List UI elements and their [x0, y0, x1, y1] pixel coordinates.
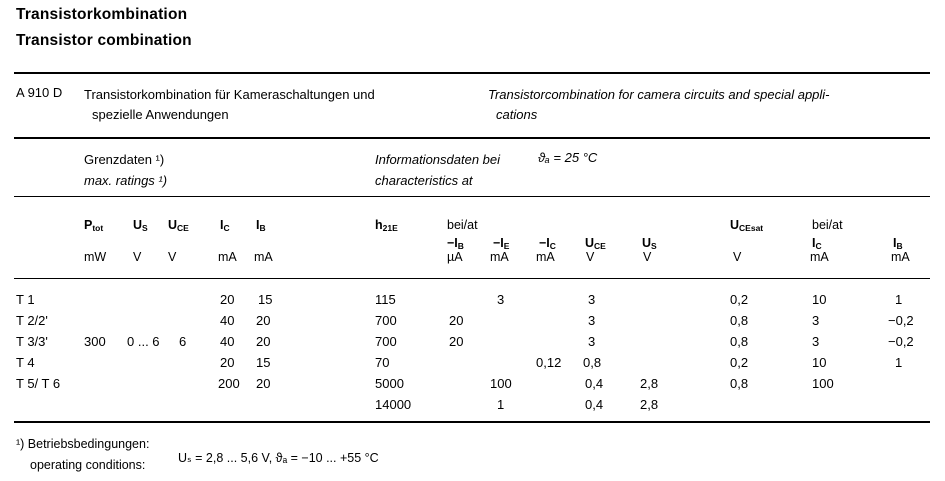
unit-ic-sat: mA [810, 250, 829, 264]
unit-ptot: mW [84, 250, 107, 264]
unit-ib-limit: mA [254, 250, 273, 264]
unit-ib-sat: mA [891, 250, 910, 264]
divider-under-description [14, 137, 930, 139]
table-cell-ib-sat: −0,2 [888, 313, 914, 328]
header-minus-ib: $-I_B$ [447, 236, 464, 251]
device-description-en-line1: Transistorcombination for camera circuits and special appli- [488, 87, 830, 102]
device-description-de-line1: Transistorkombination für Kameraschaltungen und [84, 87, 375, 102]
header-us-info: $U_S$ [642, 236, 657, 251]
header-ic-sat: $I_C$ [812, 236, 822, 251]
section-limits-heading [84, 150, 167, 192]
divider-above-footnote [14, 421, 930, 423]
table-cell-h21e: 5000 [375, 376, 404, 391]
divider-top [14, 72, 930, 74]
table-cell-uce-info: 0,8 [583, 355, 602, 370]
table-cell-ib-limit: 20 [256, 313, 271, 328]
header-bei-at-sat: bei/at [812, 218, 843, 232]
page-title-en: Transistor combination [16, 32, 192, 49]
table-cell-ic-limit: 40 [220, 334, 235, 349]
header-minus-ie: $-I_E$ [493, 236, 510, 251]
table-cell-ib-limit: 15 [258, 292, 273, 307]
unit-ic-limit: mA [218, 250, 237, 264]
table-cell-ucesat: 0,2 [730, 355, 749, 370]
unit-us-limit: V [133, 250, 142, 264]
header-bei-at-info: bei/at [447, 218, 478, 232]
table-cell-minus-ib: 20 [449, 334, 464, 349]
table-cell-ic-sat: 10 [812, 355, 827, 370]
section-info-de: Informationsdaten bei [375, 152, 501, 167]
unit-uce-limit: V [168, 250, 177, 264]
unit-minus-ib: µA [447, 250, 463, 264]
device-description-en [488, 85, 928, 125]
section-limits-en: max. ratings ¹) [84, 172, 168, 188]
table-row-label: T 3/3' [16, 334, 48, 349]
page-title-de: Transistorkombination [16, 6, 188, 23]
table-cell-uce-info: 3 [588, 313, 596, 328]
footnote-label-de: ¹) Betriebsbedingungen: [16, 437, 150, 451]
table-cell-ic-limit: 20 [220, 292, 235, 307]
table-cell-us-info: 2,8 [640, 376, 659, 391]
table-cell-h21e: 70 [375, 355, 390, 370]
table-cell-uce-info: 3 [588, 334, 596, 349]
section-limits-de: Grenzdaten ¹) [84, 152, 165, 167]
table-row-label: T 5/ T 6 [16, 376, 61, 391]
table-cell-ptot: 300 [84, 334, 106, 349]
device-description-de [84, 85, 474, 125]
table-cell-h21e: 115 [375, 292, 396, 307]
table-cell-ic-limit: 200 [218, 376, 240, 391]
device-type-code: A 910 D [16, 85, 63, 100]
table-cell-minus-ie: 100 [490, 376, 512, 391]
table-cell-ucesat: 0,8 [730, 334, 749, 349]
table-cell-ib-limit: 20 [256, 376, 271, 391]
section-info-condition: ϑₐ = 25 °C [538, 150, 598, 165]
table-cell-ib-sat: 1 [895, 292, 903, 307]
header-uce-info: $U_{CE}$ [585, 236, 606, 251]
table-cell-ic-sat: 10 [812, 292, 827, 307]
unit-minus-ic: mA [536, 250, 555, 264]
table-cell-minus-ic: 0,12 [536, 355, 562, 370]
table-cell-ic-sat: 3 [812, 313, 820, 328]
header-ucesat: $U_{CEsat}$ [730, 218, 764, 233]
table-cell-minus-ib: 20 [449, 313, 464, 328]
header-ptot: $P_{tot}$ [84, 218, 104, 233]
header-ib-sat: $I_B$ [893, 236, 903, 251]
table-cell-ic-limit: 20 [220, 355, 235, 370]
table-cell-ucesat: 0,2 [730, 292, 749, 307]
table-cell-ic-sat: 3 [812, 334, 820, 349]
table-cell-minus-ie: 1 [497, 397, 505, 412]
footnote-label-en: operating conditions: [30, 457, 146, 472]
table-cell-uce-limit: 6 [179, 334, 187, 349]
table-cell-minus-ie: 3 [497, 292, 505, 307]
table-cell-ucesat: 0,8 [730, 376, 749, 391]
header-h21e: $h_{21E}$ [375, 218, 398, 233]
header-us-limit: $U_S$ [133, 218, 148, 233]
table-cell-ib-sat: −0,2 [888, 334, 914, 349]
table-row-label: T 2/2' [16, 313, 48, 328]
table-cell-h21e: 14000 [375, 397, 412, 412]
table-cell-ic-sat: 100 [812, 376, 834, 391]
footnote-value: Uₛ = 2,8 ... 5,6 V, ϑₐ = −10 ... +55 °C [178, 451, 379, 465]
device-description-de-line2: spezielle Anwendungen [92, 107, 229, 123]
table-cell-ib-sat: 1 [895, 355, 903, 370]
header-ib-limit: $I_B$ [256, 218, 266, 233]
table-cell-ib-limit: 15 [256, 355, 271, 370]
unit-uce-info: V [586, 250, 595, 264]
unit-minus-ie: mA [490, 250, 509, 264]
table-row-label: T 4 [16, 355, 35, 370]
divider-under-section-headings [14, 196, 930, 197]
table-cell-uce-info: 0,4 [585, 376, 604, 391]
header-uce-limit: $U_{CE}$ [168, 218, 189, 233]
table-cell-us-info: 2,8 [640, 397, 659, 412]
table-cell-h21e: 700 [375, 313, 397, 328]
header-minus-ic: $-I_C$ [539, 236, 556, 251]
section-info-heading [375, 150, 500, 192]
header-ic-limit: $I_C$ [220, 218, 230, 233]
device-description-en-line2: cations [496, 107, 538, 123]
table-row-label: T 1 [16, 292, 35, 307]
footnote [16, 434, 149, 475]
section-info-en: characteristics at [375, 172, 473, 188]
table-cell-uce-info: 0,4 [585, 397, 604, 412]
table-cell-us-limit: 0 ... 6 [127, 334, 160, 349]
unit-ucesat: V [733, 250, 742, 264]
unit-us-info: V [643, 250, 652, 264]
divider-under-column-headers [14, 278, 930, 279]
table-cell-ib-limit: 20 [256, 334, 271, 349]
table-cell-h21e: 700 [375, 334, 397, 349]
table-cell-ucesat: 0,8 [730, 313, 749, 328]
table-cell-uce-info: 3 [588, 292, 596, 307]
table-cell-ic-limit: 40 [220, 313, 235, 328]
